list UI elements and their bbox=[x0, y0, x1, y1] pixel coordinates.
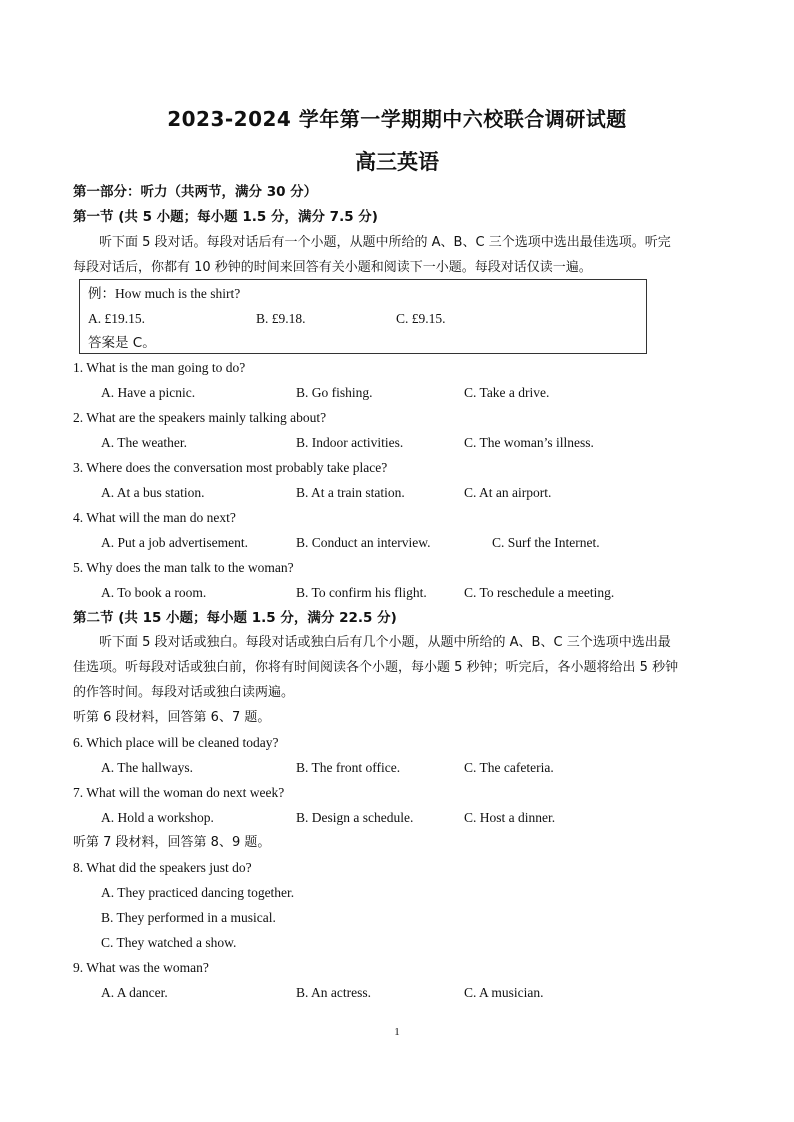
question-7: 7. What will the woman do next week? bbox=[73, 785, 285, 800]
question-8-option-c: C. They watched a show. bbox=[101, 935, 237, 950]
material-6-note: 听第 6 段材料，回答第 6、7 题。 bbox=[73, 710, 271, 725]
question-4: 4. What will the man do next? bbox=[73, 510, 236, 525]
page-number: 1 bbox=[394, 1026, 400, 1038]
section1-instructions bbox=[73, 230, 723, 280]
question-8: 8. What did the speakers just do? bbox=[73, 860, 252, 875]
question-3: 3. Where does the conversation most probably take place? bbox=[73, 460, 388, 475]
question-1: 1. What is the man going to do? bbox=[73, 360, 246, 375]
question-2-option-c: C. The woman’s illness. bbox=[464, 435, 594, 450]
example-option-b: B. £9.18. bbox=[256, 311, 306, 326]
question-3-option-b: B. At a train station. bbox=[296, 485, 405, 500]
example-box bbox=[79, 279, 647, 354]
question-1-option-c: C. Take a drive. bbox=[464, 385, 550, 400]
question-4-option-a: A. Put a job advertisement. bbox=[101, 535, 248, 550]
example-option-c: C. £9.15. bbox=[396, 311, 446, 326]
question-2: 2. What are the speakers mainly talking about? bbox=[73, 410, 327, 425]
question-5: 5. Why does the man talk to the woman? bbox=[73, 560, 294, 575]
exam-title: 2023-2024 学年第一学期期中六校联合调研试题 bbox=[167, 107, 627, 131]
question-7-option-c: C. Host a dinner. bbox=[464, 810, 556, 825]
question-9-option-b: B. An actress. bbox=[296, 985, 371, 1000]
section2-instructions-line3: 的作答时间。每段对话或独白读两遍。 bbox=[73, 685, 295, 700]
question-2-option-b: B. Indoor activities. bbox=[296, 435, 404, 450]
question-9-option-a: A. A dancer. bbox=[101, 985, 168, 1000]
section1-heading: 第一节 (共 5 小题；每小题 1.5 分，满分 7.5 分) bbox=[73, 209, 378, 225]
section2-instructions bbox=[73, 630, 723, 705]
question-5-option-b: B. To confirm his flight. bbox=[296, 585, 427, 600]
question-5-option-a: A. To book a room. bbox=[101, 585, 207, 600]
question-7-option-a: A. Hold a workshop. bbox=[101, 810, 214, 825]
question-9: 9. What was the woman? bbox=[73, 960, 209, 975]
section2-instructions-line2: 佳选项。听每段对话或独白前，你将有时间阅读各个小题，每小题 5 秒钟；听完后，各小题将给出 5 秒钟 bbox=[73, 660, 679, 675]
question-9-option-c: C. A musician. bbox=[464, 985, 544, 1000]
section2-heading: 第二节 (共 15 小题；每小题 1.5 分，满分 22.5 分) bbox=[73, 610, 397, 626]
question-6: 6. Which place will be cleaned today? bbox=[73, 735, 279, 750]
question-6-option-c: C. The cafeteria. bbox=[464, 760, 554, 775]
example-answer: 答案是 C。 bbox=[88, 335, 156, 351]
question-4-option-b: B. Conduct an interview. bbox=[296, 535, 431, 550]
question-3-option-c: C. At an airport. bbox=[464, 485, 552, 500]
section1-instructions-line2: 每段对话后，你都有 10 秒钟的时间来回答有关小题和阅读下一小题。每段对话仅读一遍。 bbox=[73, 260, 592, 275]
question-2-option-a: A. The weather. bbox=[101, 435, 187, 450]
question-6-option-b: B. The front office. bbox=[296, 760, 401, 775]
question-8-option-a: A. They practiced dancing together. bbox=[101, 885, 295, 900]
section2-instructions-line1: 听下面 5 段对话或独白。每段对话或独白后有几个小题，从题中所给的 A、B、C 三个选项中选出最 bbox=[99, 635, 671, 650]
exam-subject: 高三英语 bbox=[355, 150, 439, 174]
question-1-option-a: A. Have a picnic. bbox=[101, 385, 196, 400]
question-4-option-c: C. Surf the Internet. bbox=[492, 535, 600, 550]
example-option-a: A. £19.15. bbox=[88, 311, 145, 326]
question-7-option-b: B. Design a schedule. bbox=[296, 810, 414, 825]
material-7-note: 听第 7 段材料，回答第 8、9 题。 bbox=[73, 835, 271, 850]
example-question: 例：How much is the shirt? bbox=[88, 286, 241, 301]
section1-instructions-line1: 听下面 5 段对话。每段对话后有一个小题，从题中所给的 A、B、C 三个选项中选出最佳选项。听完 bbox=[99, 235, 671, 250]
question-1-option-b: B. Go fishing. bbox=[296, 385, 373, 400]
question-5-option-c: C. To reschedule a meeting. bbox=[464, 585, 615, 600]
question-8-option-b: B. They performed in a musical. bbox=[101, 910, 276, 925]
question-6-option-a: A. The hallways. bbox=[101, 760, 193, 775]
part1-heading: 第一部分：听力（共两节，满分 30 分） bbox=[73, 184, 318, 200]
question-3-option-a: A. At a bus station. bbox=[101, 485, 205, 500]
